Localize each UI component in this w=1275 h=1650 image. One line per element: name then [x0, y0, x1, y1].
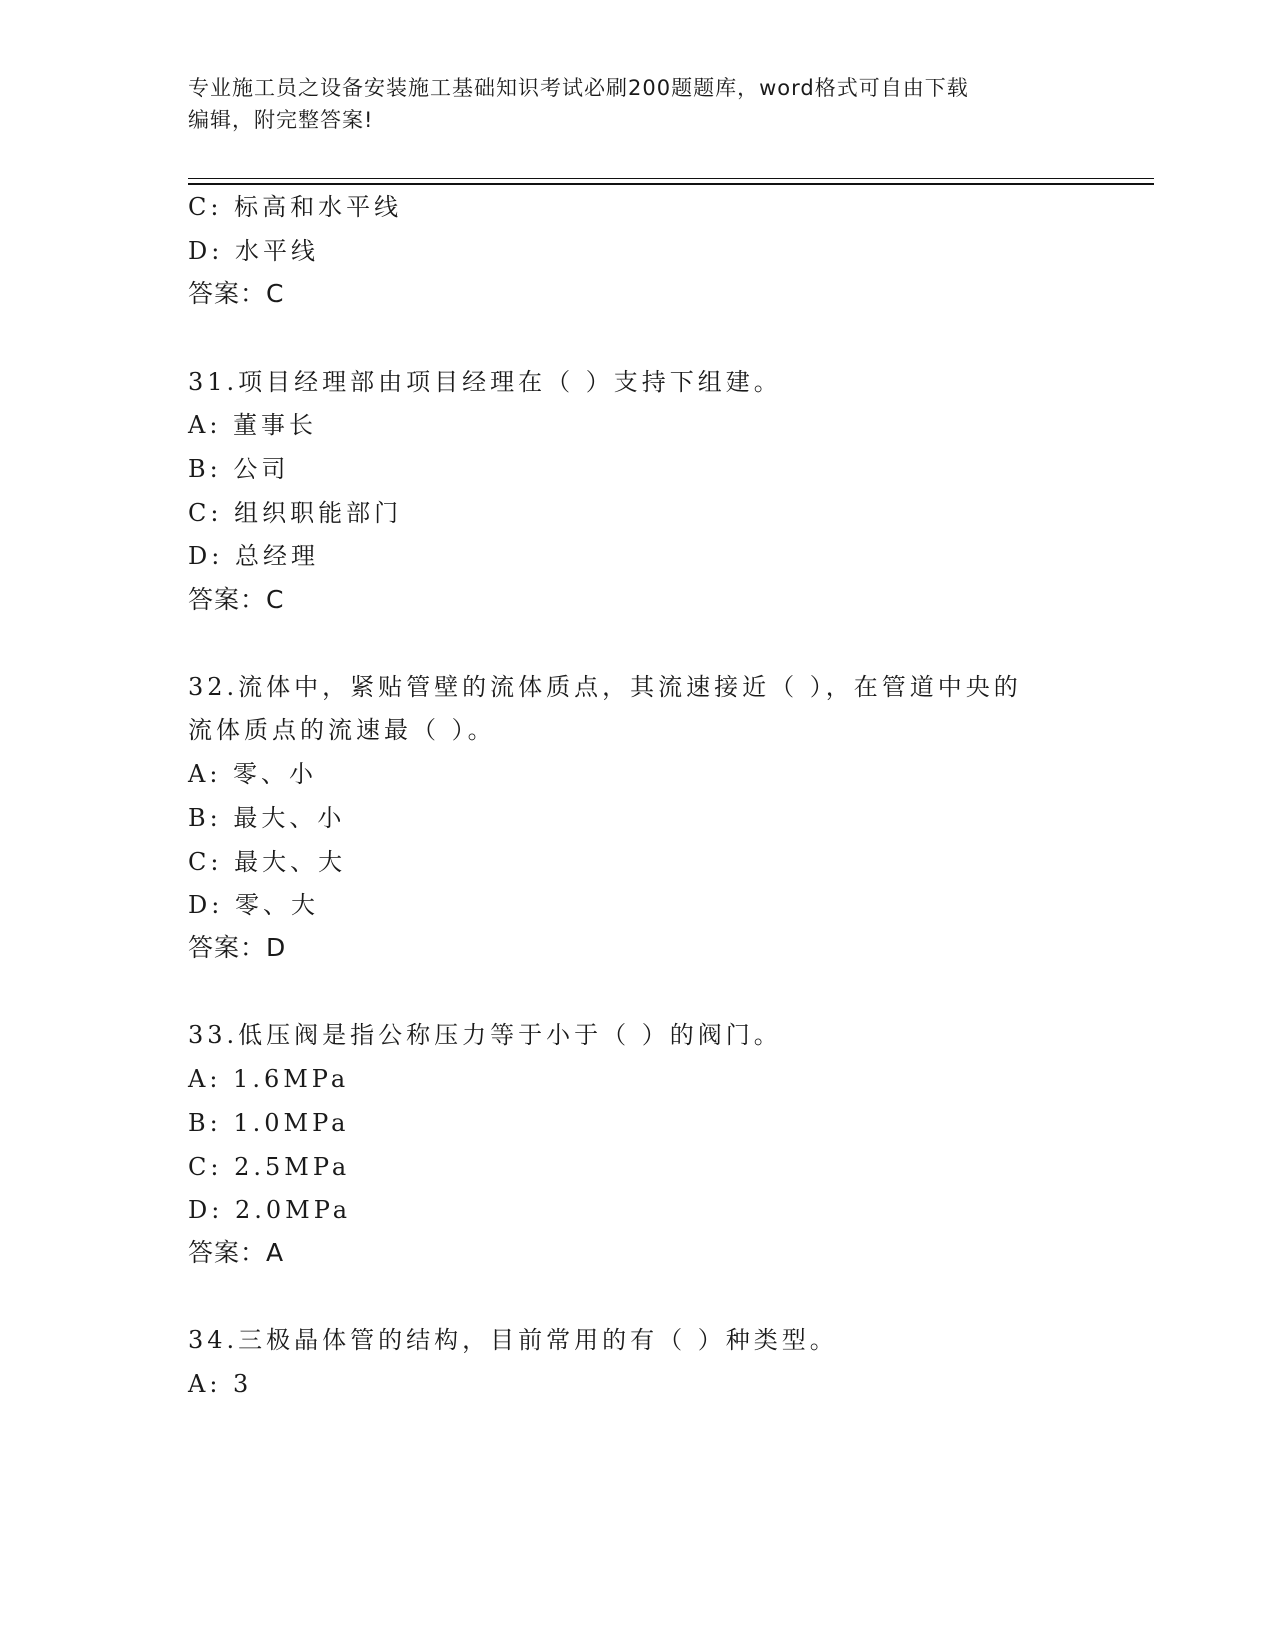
- option-c: C: 组织职能部门: [188, 499, 403, 527]
- question-33-stem: 33.低压阀是指公称压力等于小于（ ）的阀门。: [188, 1021, 782, 1049]
- option-d: D: 总经理: [188, 542, 319, 570]
- option-c: C: 最大、大: [188, 848, 347, 876]
- header-line-1: 专业施工员之设备安装施工基础知识考试必刷200题题库，word格式可自由下载: [188, 76, 969, 100]
- option-a: A: 董事长: [188, 411, 318, 439]
- option-b: B: 公司: [188, 455, 290, 483]
- question-34-stem: 34.三极晶体管的结构，目前常用的有（ ）种类型。: [188, 1326, 838, 1354]
- option-a: A: 1.6MPa: [188, 1065, 350, 1093]
- header-divider-thick: [188, 183, 1154, 185]
- option-c: C: 2.5MPa: [188, 1153, 351, 1181]
- option-b: B: 最大、小: [188, 804, 346, 832]
- option-a: A: 零、小: [188, 760, 318, 788]
- option-d: D: 水平线: [188, 237, 319, 265]
- question-32-stem-line-1: 32.流体中，紧贴管壁的流体质点，其流速接近（ ），在管道中央的: [188, 673, 1022, 701]
- header-divider-thin: [188, 178, 1154, 179]
- header-line-2: 编辑，附完整答案!: [188, 108, 374, 132]
- option-d: D: 零、大: [188, 891, 319, 919]
- answer-line: 答案：C: [188, 279, 285, 308]
- question-32-stem-line-2: 流体质点的流速最（ ）。: [188, 716, 496, 744]
- option-c: C: 标高和水平线: [188, 193, 403, 221]
- question-31-stem: 31.项目经理部由项目经理在（ ）支持下组建。: [188, 368, 782, 396]
- document-header: [188, 72, 1088, 136]
- answer-line: 答案：C: [188, 585, 285, 614]
- answer-line: 答案：D: [188, 933, 287, 962]
- option-d: D: 2.0MPa: [188, 1196, 352, 1224]
- option-a: A: 3: [188, 1370, 253, 1398]
- option-b: B: 1.0MPa: [188, 1109, 350, 1137]
- answer-line: 答案：A: [188, 1238, 285, 1267]
